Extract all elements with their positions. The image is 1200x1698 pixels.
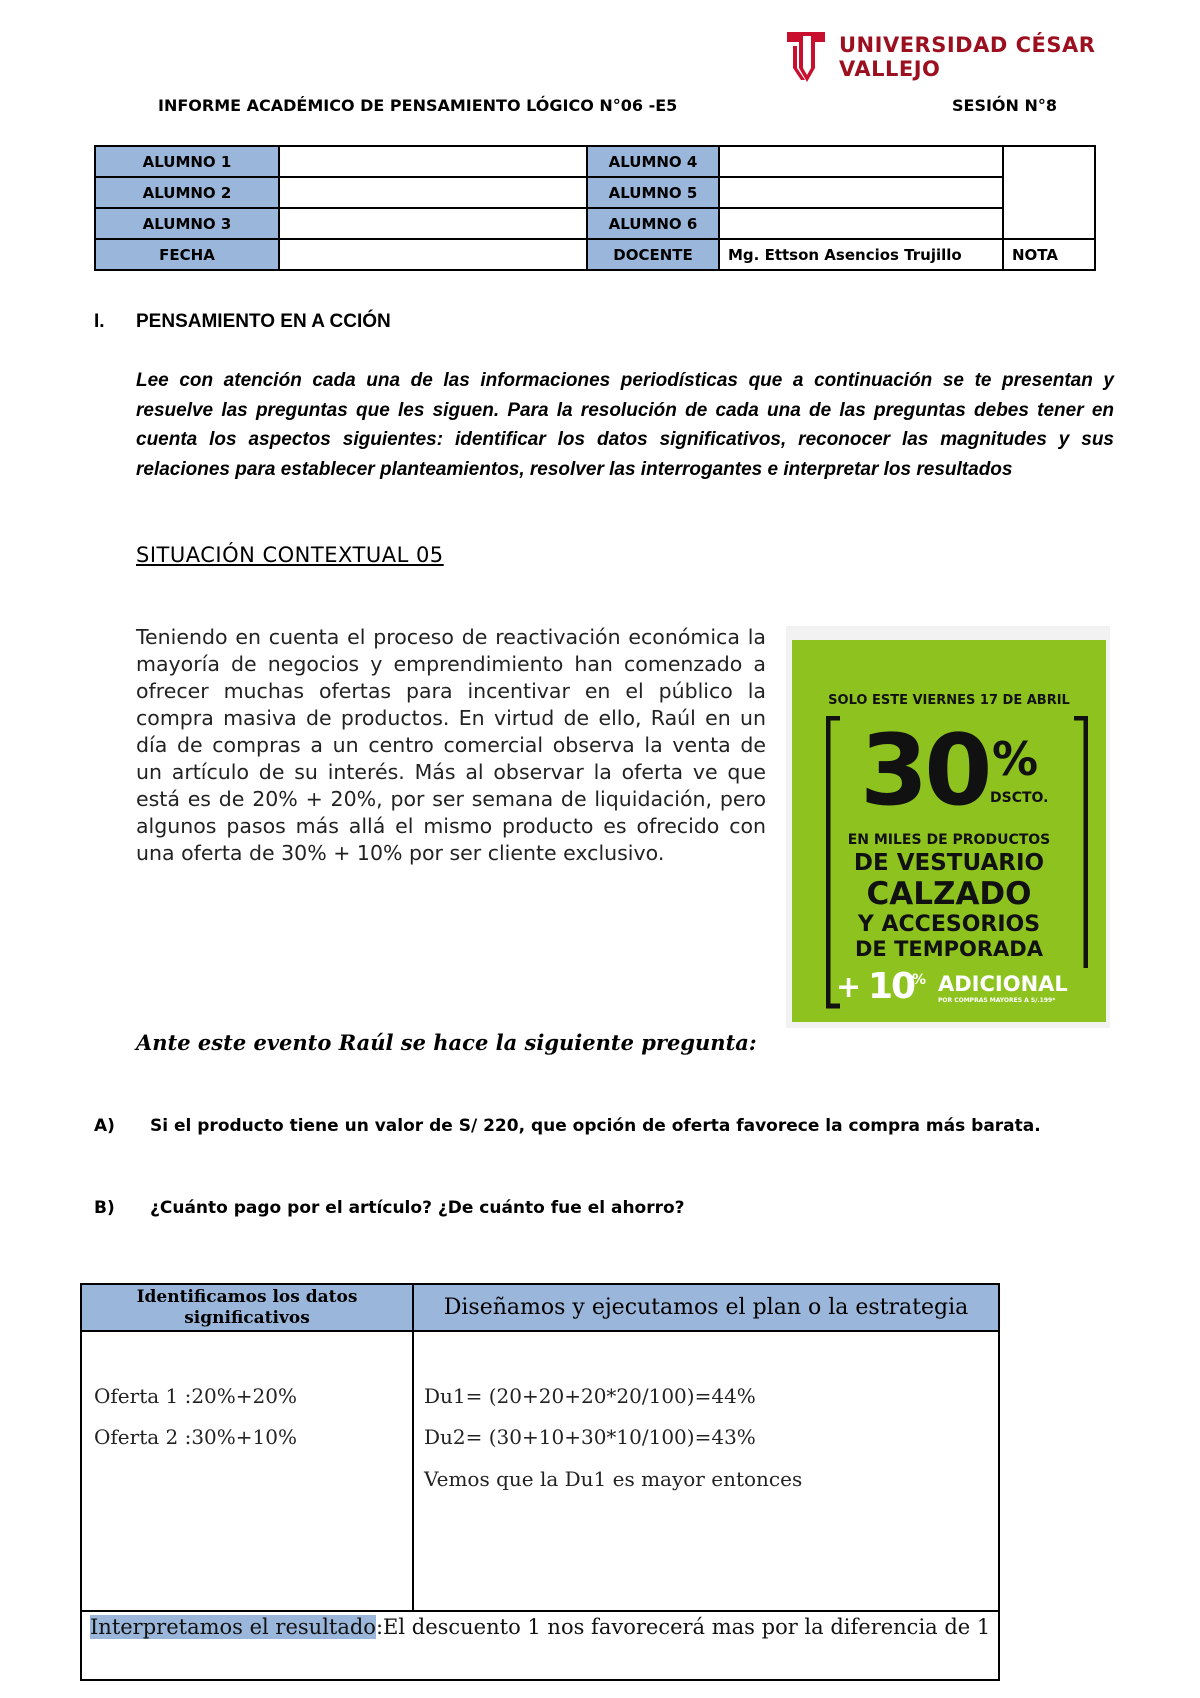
ad-line-products: EN MILES DE PRODUCTOS — [847, 832, 1051, 848]
interpretation-row — [90, 1615, 990, 1639]
alumno5-field[interactable] — [719, 177, 1003, 208]
interpretation-label: Interpretamos el resultado — [90, 1615, 376, 1639]
alumno1-label: ALUMNO 1 — [95, 146, 279, 177]
alumno6-field[interactable] — [719, 208, 1003, 239]
alumno5-label: ALUMNO 5 — [587, 177, 719, 208]
ad-line-vestuario: DE VESTUARIO — [853, 850, 1045, 876]
instructions-paragraph: Lee con atención cada una de las informaciones periodísticas que a continuación se te presentan y resuelve las preguntas que les siguen. Para la resolución de cada una de las preguntas debes tener en cuenta los aspectos siguientes: identificar los datos significativos, reconocer las magnitudes y sus relaciones para establecer planteamientos, resolver las interrogantes e interpretar los resultados — [136, 370, 1114, 480]
question-a-text: Si el producto tiene un valor de S/ 220, que opción de oferta favorece la compra más barata. — [150, 1116, 1041, 1136]
question-lead: Ante este evento Raúl se hace la siguiente pregunta: — [136, 1030, 757, 1055]
ad-line-date: SOLO ESTE VIERNES 17 DE ABRIL — [828, 693, 1070, 708]
ad-extra-percent: % — [912, 972, 927, 988]
question-b-text: ¿Cuánto pago por el artículo? ¿De cuánto fue el ahorro? — [150, 1198, 685, 1218]
alumno4-field[interactable] — [719, 146, 1003, 177]
fecha-field[interactable] — [279, 239, 587, 270]
ad-line-calzado: CALZADO — [866, 876, 1032, 912]
nota-field[interactable] — [1003, 146, 1095, 239]
interpretation-text: :El descuento 1 nos favorecerá mas por la diferencia de 1 — [375, 1615, 991, 1639]
university-logo — [785, 28, 1105, 86]
ucv-emblem-icon — [785, 28, 829, 86]
question-b-label: B) — [94, 1198, 115, 1218]
strategy-table — [80, 1283, 1000, 1681]
alumno3-field[interactable] — [279, 208, 587, 239]
alumno4-label: ALUMNO 4 — [587, 146, 719, 177]
alumno6-label: ALUMNO 6 — [587, 208, 719, 239]
question-a-label: A) — [94, 1116, 115, 1136]
strategy-header-plan: Diseñamos y ejecutamos el plan o la estrategia — [414, 1285, 998, 1332]
fecha-label: FECHA — [95, 239, 279, 270]
offer-2-line: Oferta 2 :30%+10% — [94, 1425, 297, 1449]
ad-percent: % — [992, 732, 1039, 786]
document-title: INFORME ACADÉMICO DE PENSAMIENTO LÓGICO N°06 -E5 — [158, 96, 678, 115]
du2-calculation: Du2= (30+10+30*10/100)=43% — [424, 1425, 756, 1449]
ad-plus: + — [836, 970, 862, 1005]
ad-extra-number: 10 — [868, 966, 915, 1007]
section-title: PENSAMIENTO EN A CCIÓN — [136, 311, 391, 332]
alumno2-field[interactable] — [279, 177, 587, 208]
section-number: I. — [94, 311, 105, 332]
docente-name: Mg. Ettson Asencios Trujillo — [719, 239, 1003, 270]
ad-adicional: ADICIONAL — [938, 972, 1068, 996]
ad-line-temporada: DE TEMPORADA — [854, 937, 1043, 961]
du1-calculation: Du1= (20+20+20*20/100)=44% — [424, 1384, 756, 1408]
docente-label: DOCENTE — [587, 239, 719, 270]
alumno1-field[interactable] — [279, 146, 587, 177]
discount-ad-image — [786, 626, 1110, 1028]
situation-text: Teniendo en cuenta el proceso de reactivación económica la mayoría de negocios y emprendimiento han comenzado a ofrecer muchas ofertas para incentivar en el público la compra masiva de productos. En virtud de ello, Raúl en un día de compras a un centro comercial observa la venta de un artículo de su interés. Más al observar la oferta ve que está es de 20% + 20%, por ser semana de liquidación, pero algunos pasos más allá el mismo producto es ofrecido con una oferta de 30% + 10% por ser cliente exclusivo. — [136, 625, 766, 865]
students-table — [94, 145, 1096, 271]
ad-fine-print: POR COMPRAS MAYORES A S/.199* — [938, 997, 1056, 1004]
logo-text: UNIVERSIDAD CÉSAR VALLEJO — [839, 33, 1096, 81]
strategy-header-data: Identificamos los datos significativos — [82, 1285, 414, 1332]
ad-background — [792, 640, 1106, 1022]
ad-line-accesorios: Y ACCESORIOS — [857, 912, 1041, 937]
column-divider — [412, 1332, 414, 1610]
row-divider — [82, 1610, 998, 1612]
alumno3-label: ALUMNO 3 — [95, 208, 279, 239]
session-number: SESIÓN N°8 — [952, 96, 1058, 115]
ad-dscto: DSCTO. — [990, 790, 1049, 806]
ad-big-number: 30 — [860, 714, 989, 828]
offer-1-line: Oferta 1 :20%+20% — [94, 1384, 297, 1408]
situation-title: SITUACIÓN CONTEXTUAL 05 — [136, 543, 444, 567]
nota-label: NOTA — [1003, 239, 1095, 270]
alumno2-label: ALUMNO 2 — [95, 177, 279, 208]
comparison-line: Vemos que la Du1 es mayor entonces — [424, 1467, 803, 1491]
